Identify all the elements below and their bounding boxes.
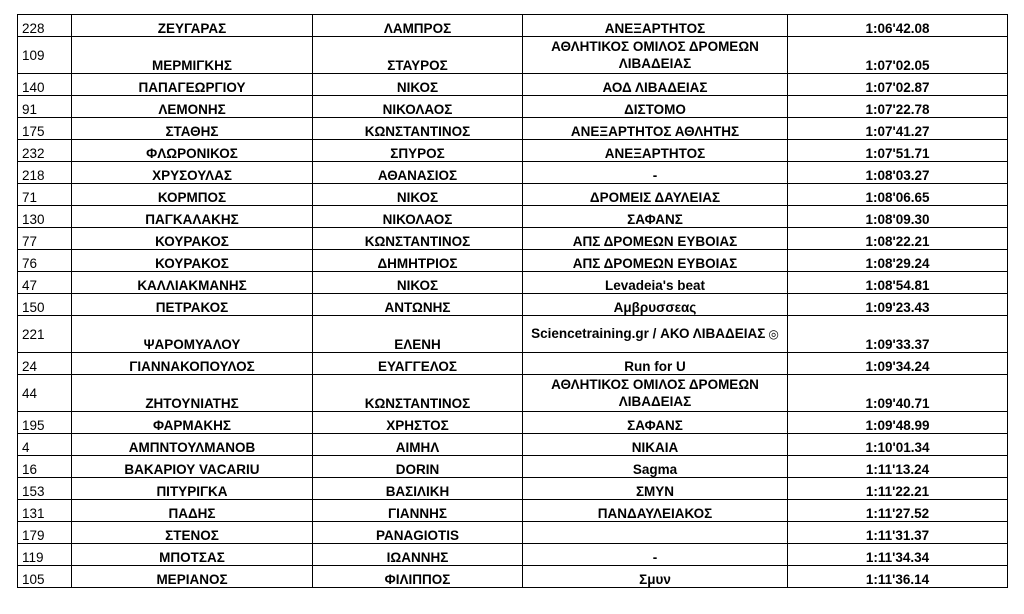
first-name-cell-text: ΝΙΚΟΛΑΟΣ bbox=[382, 212, 453, 227]
bib-cell bbox=[18, 500, 72, 522]
first-name-cell bbox=[313, 140, 523, 162]
last-name-cell-text: ΠΑΓΚΑΛΑΚΗΣ bbox=[145, 212, 239, 227]
club-cell-text: ΔΙΣΤΟΜΟ bbox=[624, 102, 686, 117]
last-name-cell bbox=[72, 118, 313, 140]
time-cell-text: 1:11'34.34 bbox=[865, 550, 930, 565]
first-name-cell-text: ΓΙΑΝΝΗΣ bbox=[388, 506, 447, 521]
club-cell bbox=[523, 478, 788, 500]
table-row bbox=[18, 118, 1008, 140]
last-name-cell-text: ΠΑΔΗΣ bbox=[168, 506, 216, 521]
bib-cell bbox=[18, 522, 72, 544]
time-cell-text: 1:08'29.24 bbox=[865, 256, 930, 271]
bib-cell-text: 130 bbox=[22, 212, 45, 227]
first-name-cell-text: ΑΙΜΗΛ bbox=[395, 440, 440, 455]
club-cell-text: - bbox=[652, 168, 658, 183]
club-cell bbox=[523, 15, 788, 37]
club-cell bbox=[523, 184, 788, 206]
club-cell bbox=[523, 316, 788, 353]
bib-cell bbox=[18, 456, 72, 478]
club-cell-text: ΣΜΥΝ bbox=[635, 484, 675, 499]
bib-cell-text: 153 bbox=[22, 484, 45, 499]
last-name-cell-text: ΧΡΥΣΟΥΛΑΣ bbox=[152, 168, 232, 183]
bib-cell bbox=[18, 250, 72, 272]
first-name-cell bbox=[313, 456, 523, 478]
time-cell bbox=[788, 162, 1008, 184]
first-name-cell bbox=[313, 544, 523, 566]
club-cell-text: ΑΝΕΞΑΡΤΗΤΟΣ bbox=[604, 146, 706, 161]
club-cell bbox=[523, 375, 788, 412]
first-name-cell-text: ΝΙΚΟΣ bbox=[396, 278, 439, 293]
first-name-cell-text: PANAGIOTIS bbox=[375, 528, 459, 543]
first-name-cell bbox=[313, 228, 523, 250]
bib-cell bbox=[18, 140, 72, 162]
time-cell bbox=[788, 228, 1008, 250]
last-name-cell bbox=[72, 250, 313, 272]
table-row bbox=[18, 140, 1008, 162]
club-cell bbox=[523, 250, 788, 272]
table-row bbox=[18, 412, 1008, 434]
bib-cell bbox=[18, 184, 72, 206]
time-cell bbox=[788, 15, 1008, 37]
last-name-cell-text: ΠΙΤΥΡΙΓΚΑ bbox=[156, 484, 228, 499]
bib-cell bbox=[18, 566, 72, 588]
table-row bbox=[18, 566, 1008, 588]
last-name-cell-text: ΖΗΤΟΥΝΙΑΤΗΣ bbox=[145, 396, 239, 411]
bib-cell bbox=[18, 353, 72, 375]
last-name-cell bbox=[72, 228, 313, 250]
last-name-cell bbox=[72, 294, 313, 316]
club-cell bbox=[523, 434, 788, 456]
first-name-cell-text: ΙΩΑΝΝΗΣ bbox=[386, 550, 449, 565]
bib-cell-text: 175 bbox=[22, 124, 45, 139]
club-cell bbox=[523, 353, 788, 375]
bib-cell bbox=[18, 206, 72, 228]
bib-cell bbox=[18, 294, 72, 316]
club-cell-text: - bbox=[652, 550, 658, 565]
club-cell-text: ΝΙΚΑΙΑ bbox=[631, 440, 679, 455]
last-name-cell-text: ΜΕΡΙΑΝΟΣ bbox=[156, 572, 228, 587]
first-name-cell bbox=[313, 74, 523, 96]
first-name-cell-text: ΝΙΚΟΣ bbox=[396, 80, 439, 95]
time-cell-text: 1:06'42.08 bbox=[865, 21, 930, 36]
bib-cell bbox=[18, 478, 72, 500]
first-name-cell-text: ΛΑΜΠΡΟΣ bbox=[383, 21, 452, 36]
last-name-cell bbox=[72, 15, 313, 37]
last-name-cell-text: ΠΕΤΡΑΚΟΣ bbox=[155, 300, 229, 315]
bib-cell-text: 47 bbox=[22, 278, 38, 293]
bib-cell-text: 221 bbox=[22, 326, 45, 342]
bib-cell bbox=[18, 412, 72, 434]
last-name-cell-text: ΜΠΟΤΣΑΣ bbox=[159, 550, 225, 565]
club-cell-text: Sagma bbox=[632, 462, 678, 477]
last-name-cell bbox=[72, 566, 313, 588]
first-name-cell bbox=[313, 566, 523, 588]
club-cell bbox=[523, 566, 788, 588]
bib-cell-text: 77 bbox=[22, 234, 38, 249]
first-name-cell-text: ΕΥΑΓΓΕΛΟΣ bbox=[377, 359, 457, 374]
bib-cell-text: 105 bbox=[22, 572, 45, 587]
club-cell bbox=[523, 228, 788, 250]
table-row bbox=[18, 434, 1008, 456]
time-cell-text: 1:09'33.37 bbox=[865, 337, 930, 352]
table-row bbox=[18, 500, 1008, 522]
club-cell-text: Σμυν bbox=[639, 572, 671, 587]
time-cell bbox=[788, 316, 1008, 353]
bib-cell-text: 119 bbox=[22, 550, 44, 565]
club-cell bbox=[523, 294, 788, 316]
first-name-cell bbox=[313, 37, 523, 74]
time-cell bbox=[788, 478, 1008, 500]
time-cell bbox=[788, 353, 1008, 375]
last-name-cell bbox=[72, 206, 313, 228]
last-name-cell bbox=[72, 184, 313, 206]
bib-cell-text: 195 bbox=[22, 418, 45, 433]
time-cell bbox=[788, 118, 1008, 140]
club-cell-text: ΑΘΛΗΤΙΚΟΣ ΟΜΙΛΟΣ ΔΡΟΜΕΩΝ ΛΙΒΑΔΕΙΑΣ bbox=[551, 39, 759, 71]
time-cell bbox=[788, 522, 1008, 544]
time-cell-text: 1:11'27.52 bbox=[865, 506, 930, 521]
time-cell-text: 1:07'41.27 bbox=[865, 124, 930, 139]
first-name-cell bbox=[313, 375, 523, 412]
table-row bbox=[18, 96, 1008, 118]
club-cell-text: Run for U bbox=[624, 359, 686, 374]
time-cell bbox=[788, 184, 1008, 206]
time-cell bbox=[788, 500, 1008, 522]
table-row bbox=[18, 250, 1008, 272]
bib-cell bbox=[18, 272, 72, 294]
club-cell bbox=[523, 118, 788, 140]
last-name-cell-text: ΚΟΥΡΑΚΟΣ bbox=[155, 234, 229, 249]
time-cell bbox=[788, 566, 1008, 588]
first-name-cell-text: ΑΝΤΩΝΗΣ bbox=[384, 300, 451, 315]
last-name-cell bbox=[72, 500, 313, 522]
last-name-cell bbox=[72, 140, 313, 162]
first-name-cell bbox=[313, 96, 523, 118]
last-name-cell bbox=[72, 74, 313, 96]
time-cell-text: 1:07'22.78 bbox=[865, 102, 930, 117]
bib-cell-text: 218 bbox=[22, 168, 45, 183]
time-cell-text: 1:08'22.21 bbox=[865, 234, 930, 249]
time-cell-text: 1:07'02.05 bbox=[865, 58, 930, 73]
club-cell-text: ΠΑΝΔΑΥΛΕΙΑΚΟΣ bbox=[597, 506, 713, 521]
time-cell bbox=[788, 375, 1008, 412]
last-name-cell bbox=[72, 162, 313, 184]
last-name-cell bbox=[72, 37, 313, 74]
time-cell bbox=[788, 250, 1008, 272]
bib-cell-text: 232 bbox=[22, 146, 45, 161]
last-name-cell-text: ΦΑΡΜΑΚΗΣ bbox=[152, 418, 232, 433]
last-name-cell-text: ΓΙΑΝΝΑΚΟΠΟΥΛΟΣ bbox=[129, 359, 255, 374]
table-row bbox=[18, 272, 1008, 294]
club-cell-text: ΑΟΔ ΛΙΒΑΔΕΙΑΣ bbox=[602, 80, 708, 95]
bib-cell-text: 140 bbox=[22, 80, 45, 95]
time-cell bbox=[788, 294, 1008, 316]
results-body bbox=[18, 15, 1008, 588]
last-name-cell bbox=[72, 272, 313, 294]
time-cell-text: 1:11'22.21 bbox=[865, 484, 930, 499]
table-row bbox=[18, 316, 1008, 353]
bib-cell-text: 44 bbox=[22, 385, 38, 401]
last-name-cell bbox=[72, 412, 313, 434]
club-cell bbox=[523, 206, 788, 228]
club-cell bbox=[523, 456, 788, 478]
last-name-cell-text: ΚΑΛΛΙΑΚΜΑΝΗΣ bbox=[137, 278, 247, 293]
time-cell bbox=[788, 434, 1008, 456]
table-row bbox=[18, 184, 1008, 206]
time-cell bbox=[788, 37, 1008, 74]
first-name-cell-text: ΒΑΣΙΛΙΚΗ bbox=[385, 484, 450, 499]
time-cell-text: 1:08'09.30 bbox=[865, 212, 930, 227]
time-cell bbox=[788, 74, 1008, 96]
last-name-cell-text: ΨΑΡΟΜΥΑΛΟΥ bbox=[143, 337, 241, 352]
bib-cell-text: 71 bbox=[22, 190, 38, 205]
last-name-cell bbox=[72, 96, 313, 118]
time-cell bbox=[788, 272, 1008, 294]
bib-cell-text: 24 bbox=[22, 359, 38, 374]
time-cell-text: 1:08'03.27 bbox=[865, 168, 930, 183]
table-row bbox=[18, 37, 1008, 74]
bib-cell bbox=[18, 118, 72, 140]
time-cell-text: 1:09'34.24 bbox=[865, 359, 930, 374]
first-name-cell bbox=[313, 412, 523, 434]
first-name-cell-text: ΚΩΝΣΤΑΝΤΙΝΟΣ bbox=[364, 234, 471, 249]
club-cell-text: Sciencetraining.gr / ΑΚΟ ΛΙΒΑΔΕΙΑΣ bbox=[531, 326, 766, 341]
table-row bbox=[18, 228, 1008, 250]
bib-cell-text: 91 bbox=[22, 102, 38, 117]
first-name-cell-text: ΝΙΚΟΛΑΟΣ bbox=[382, 102, 453, 117]
last-name-cell-text: ΜΕΡΜΙΓΚΗΣ bbox=[152, 58, 232, 73]
time-cell-text: 1:09'40.71 bbox=[865, 396, 930, 411]
club-cell bbox=[523, 272, 788, 294]
time-cell bbox=[788, 412, 1008, 434]
bib-cell bbox=[18, 37, 72, 74]
last-name-cell bbox=[72, 375, 313, 412]
first-name-cell bbox=[313, 294, 523, 316]
bib-cell bbox=[18, 375, 72, 412]
first-name-cell-text: ΦΙΛΙΠΠΟΣ bbox=[384, 572, 451, 587]
table-row bbox=[18, 162, 1008, 184]
first-name-cell-text: DORIN bbox=[395, 462, 440, 477]
time-cell-text: 1:11'36.14 bbox=[865, 572, 930, 587]
first-name-cell bbox=[313, 478, 523, 500]
club-cell-text: ΔΡΟΜΕΙΣ ΔΑΥΛΕΙΑΣ bbox=[589, 190, 721, 205]
first-name-cell-text: ΕΛΕΝΗ bbox=[394, 337, 441, 352]
first-name-cell-text: ΝΙΚΟΣ bbox=[396, 190, 439, 205]
bib-cell-text: 109 bbox=[22, 47, 45, 63]
club-cell-text: ΑΠΣ ΔΡΟΜΕΩΝ ΕΥΒΟΙΑΣ bbox=[572, 256, 738, 271]
time-cell bbox=[788, 140, 1008, 162]
club-cell bbox=[523, 522, 788, 544]
last-name-cell bbox=[72, 353, 313, 375]
first-name-cell bbox=[313, 250, 523, 272]
bib-cell-text: 131 bbox=[22, 506, 45, 521]
first-name-cell bbox=[313, 500, 523, 522]
last-name-cell bbox=[72, 316, 313, 353]
club-cell bbox=[523, 500, 788, 522]
bib-cell-text: 228 bbox=[22, 21, 45, 36]
table-row bbox=[18, 15, 1008, 37]
first-name-cell-text: ΧΡΗΣΤΟΣ bbox=[386, 418, 449, 433]
bib-cell bbox=[18, 162, 72, 184]
club-cell bbox=[523, 37, 788, 74]
bib-cell bbox=[18, 74, 72, 96]
last-name-cell-text: ΣΤΑΘΗΣ bbox=[165, 124, 219, 139]
club-cell bbox=[523, 412, 788, 434]
bib-cell bbox=[18, 434, 72, 456]
first-name-cell bbox=[313, 206, 523, 228]
bib-cell bbox=[18, 15, 72, 37]
club-cell bbox=[523, 96, 788, 118]
bib-cell-text: 150 bbox=[22, 300, 45, 315]
time-cell-text: 1:07'51.71 bbox=[865, 146, 930, 161]
last-name-cell bbox=[72, 522, 313, 544]
club-cell-text: ΑΝΕΞΑΡΤΗΤΟΣ bbox=[604, 21, 706, 36]
club-cell bbox=[523, 162, 788, 184]
time-cell-text: 1:08'54.81 bbox=[865, 278, 930, 293]
bib-cell bbox=[18, 544, 72, 566]
club-cell-text: ΣΑΦΑΝΣ bbox=[627, 418, 683, 433]
first-name-cell bbox=[313, 15, 523, 37]
table-row bbox=[18, 522, 1008, 544]
first-name-cell bbox=[313, 162, 523, 184]
bib-cell-text: 4 bbox=[22, 440, 30, 455]
table-row bbox=[18, 206, 1008, 228]
last-name-cell bbox=[72, 544, 313, 566]
table-row bbox=[18, 544, 1008, 566]
last-name-cell bbox=[72, 456, 313, 478]
time-cell-text: 1:07'02.87 bbox=[865, 80, 930, 95]
last-name-cell-text: ΦΛΩΡΟΝΙΚΟΣ bbox=[146, 146, 238, 161]
bib-cell-text: 76 bbox=[22, 256, 38, 271]
last-name-cell-text: ΛΕΜΟΝΗΣ bbox=[158, 102, 226, 117]
first-name-cell-text: ΔΗΜΗΤΡΙΟΣ bbox=[377, 256, 458, 271]
first-name-cell-text: ΣΤΑΥΡΟΣ bbox=[387, 58, 448, 73]
time-cell-text: 1:08'06.65 bbox=[865, 190, 930, 205]
club-cell-text: ΑΘΛΗΤΙΚΟΣ ΟΜΙΛΟΣ ΔΡΟΜΕΩΝ ΛΙΒΑΔΕΙΑΣ bbox=[551, 377, 759, 409]
first-name-cell-text: ΣΠΥΡΟΣ bbox=[390, 146, 445, 161]
club-cell-text: ΣΑΦΑΝΣ bbox=[627, 212, 683, 227]
bib-cell bbox=[18, 228, 72, 250]
bib-cell-text: 16 bbox=[22, 462, 38, 477]
last-name-cell-text: ΣΤΕΝΟΣ bbox=[165, 528, 219, 543]
last-name-cell-text: ΑΜΠΝΤΟΥΛΜΑΝΟΒ bbox=[128, 440, 256, 455]
bib-cell bbox=[18, 316, 72, 353]
time-cell bbox=[788, 456, 1008, 478]
first-name-cell-text: ΚΩΝΣΤΑΝΤΙΝΟΣ bbox=[364, 396, 471, 411]
first-name-cell bbox=[313, 353, 523, 375]
last-name-cell-text: ΚΟΥΡΑΚΟΣ bbox=[155, 256, 229, 271]
first-name-cell bbox=[313, 434, 523, 456]
club-cell-text: ΑΝΕΞΑΡΤΗΤΟΣ ΑΘΛΗΤΗΣ bbox=[570, 124, 740, 139]
club-cell bbox=[523, 544, 788, 566]
last-name-cell-text: ΖΕΥΓΑΡΑΣ bbox=[157, 21, 227, 36]
certified-mark-icon: ◎ bbox=[768, 327, 779, 341]
time-cell-text: 1:09'48.99 bbox=[865, 418, 930, 433]
time-cell-text: 1:11'31.37 bbox=[865, 528, 930, 543]
first-name-cell bbox=[313, 316, 523, 353]
club-cell bbox=[523, 140, 788, 162]
first-name-cell bbox=[313, 184, 523, 206]
table-row bbox=[18, 375, 1008, 412]
results-table bbox=[17, 14, 1008, 588]
first-name-cell-text: ΑΘΑΝΑΣΙΟΣ bbox=[377, 168, 458, 183]
club-cell-text: ΑΠΣ ΔΡΟΜΕΩΝ ΕΥΒΟΙΑΣ bbox=[572, 234, 738, 249]
table-row bbox=[18, 294, 1008, 316]
last-name-cell-text: ΚΟΡΜΠΟΣ bbox=[157, 190, 227, 205]
time-cell bbox=[788, 96, 1008, 118]
table-row bbox=[18, 478, 1008, 500]
first-name-cell bbox=[313, 272, 523, 294]
time-cell bbox=[788, 206, 1008, 228]
table-row bbox=[18, 456, 1008, 478]
club-cell bbox=[523, 74, 788, 96]
time-cell-text: 1:10'01.34 bbox=[865, 440, 930, 455]
first-name-cell-text: ΚΩΝΣΤΑΝΤΙΝΟΣ bbox=[364, 124, 471, 139]
last-name-cell-text: ΠΑΠΑΓΕΩΡΓΙΟΥ bbox=[138, 80, 246, 95]
time-cell-text: 1:11'13.24 bbox=[865, 462, 930, 477]
bib-cell bbox=[18, 96, 72, 118]
club-cell-text: Levadeia's beat bbox=[604, 278, 705, 293]
last-name-cell-text: ΒΑΚΑΡΙΟΥ VACARIU bbox=[124, 462, 260, 477]
time-cell-text: 1:09'23.43 bbox=[865, 300, 930, 315]
bib-cell-text: 179 bbox=[22, 528, 45, 543]
club-cell-text: Αμβρυσσεας bbox=[613, 300, 697, 315]
first-name-cell bbox=[313, 522, 523, 544]
last-name-cell bbox=[72, 478, 313, 500]
last-name-cell bbox=[72, 434, 313, 456]
time-cell bbox=[788, 544, 1008, 566]
table-row bbox=[18, 353, 1008, 375]
first-name-cell bbox=[313, 118, 523, 140]
table-row bbox=[18, 74, 1008, 96]
